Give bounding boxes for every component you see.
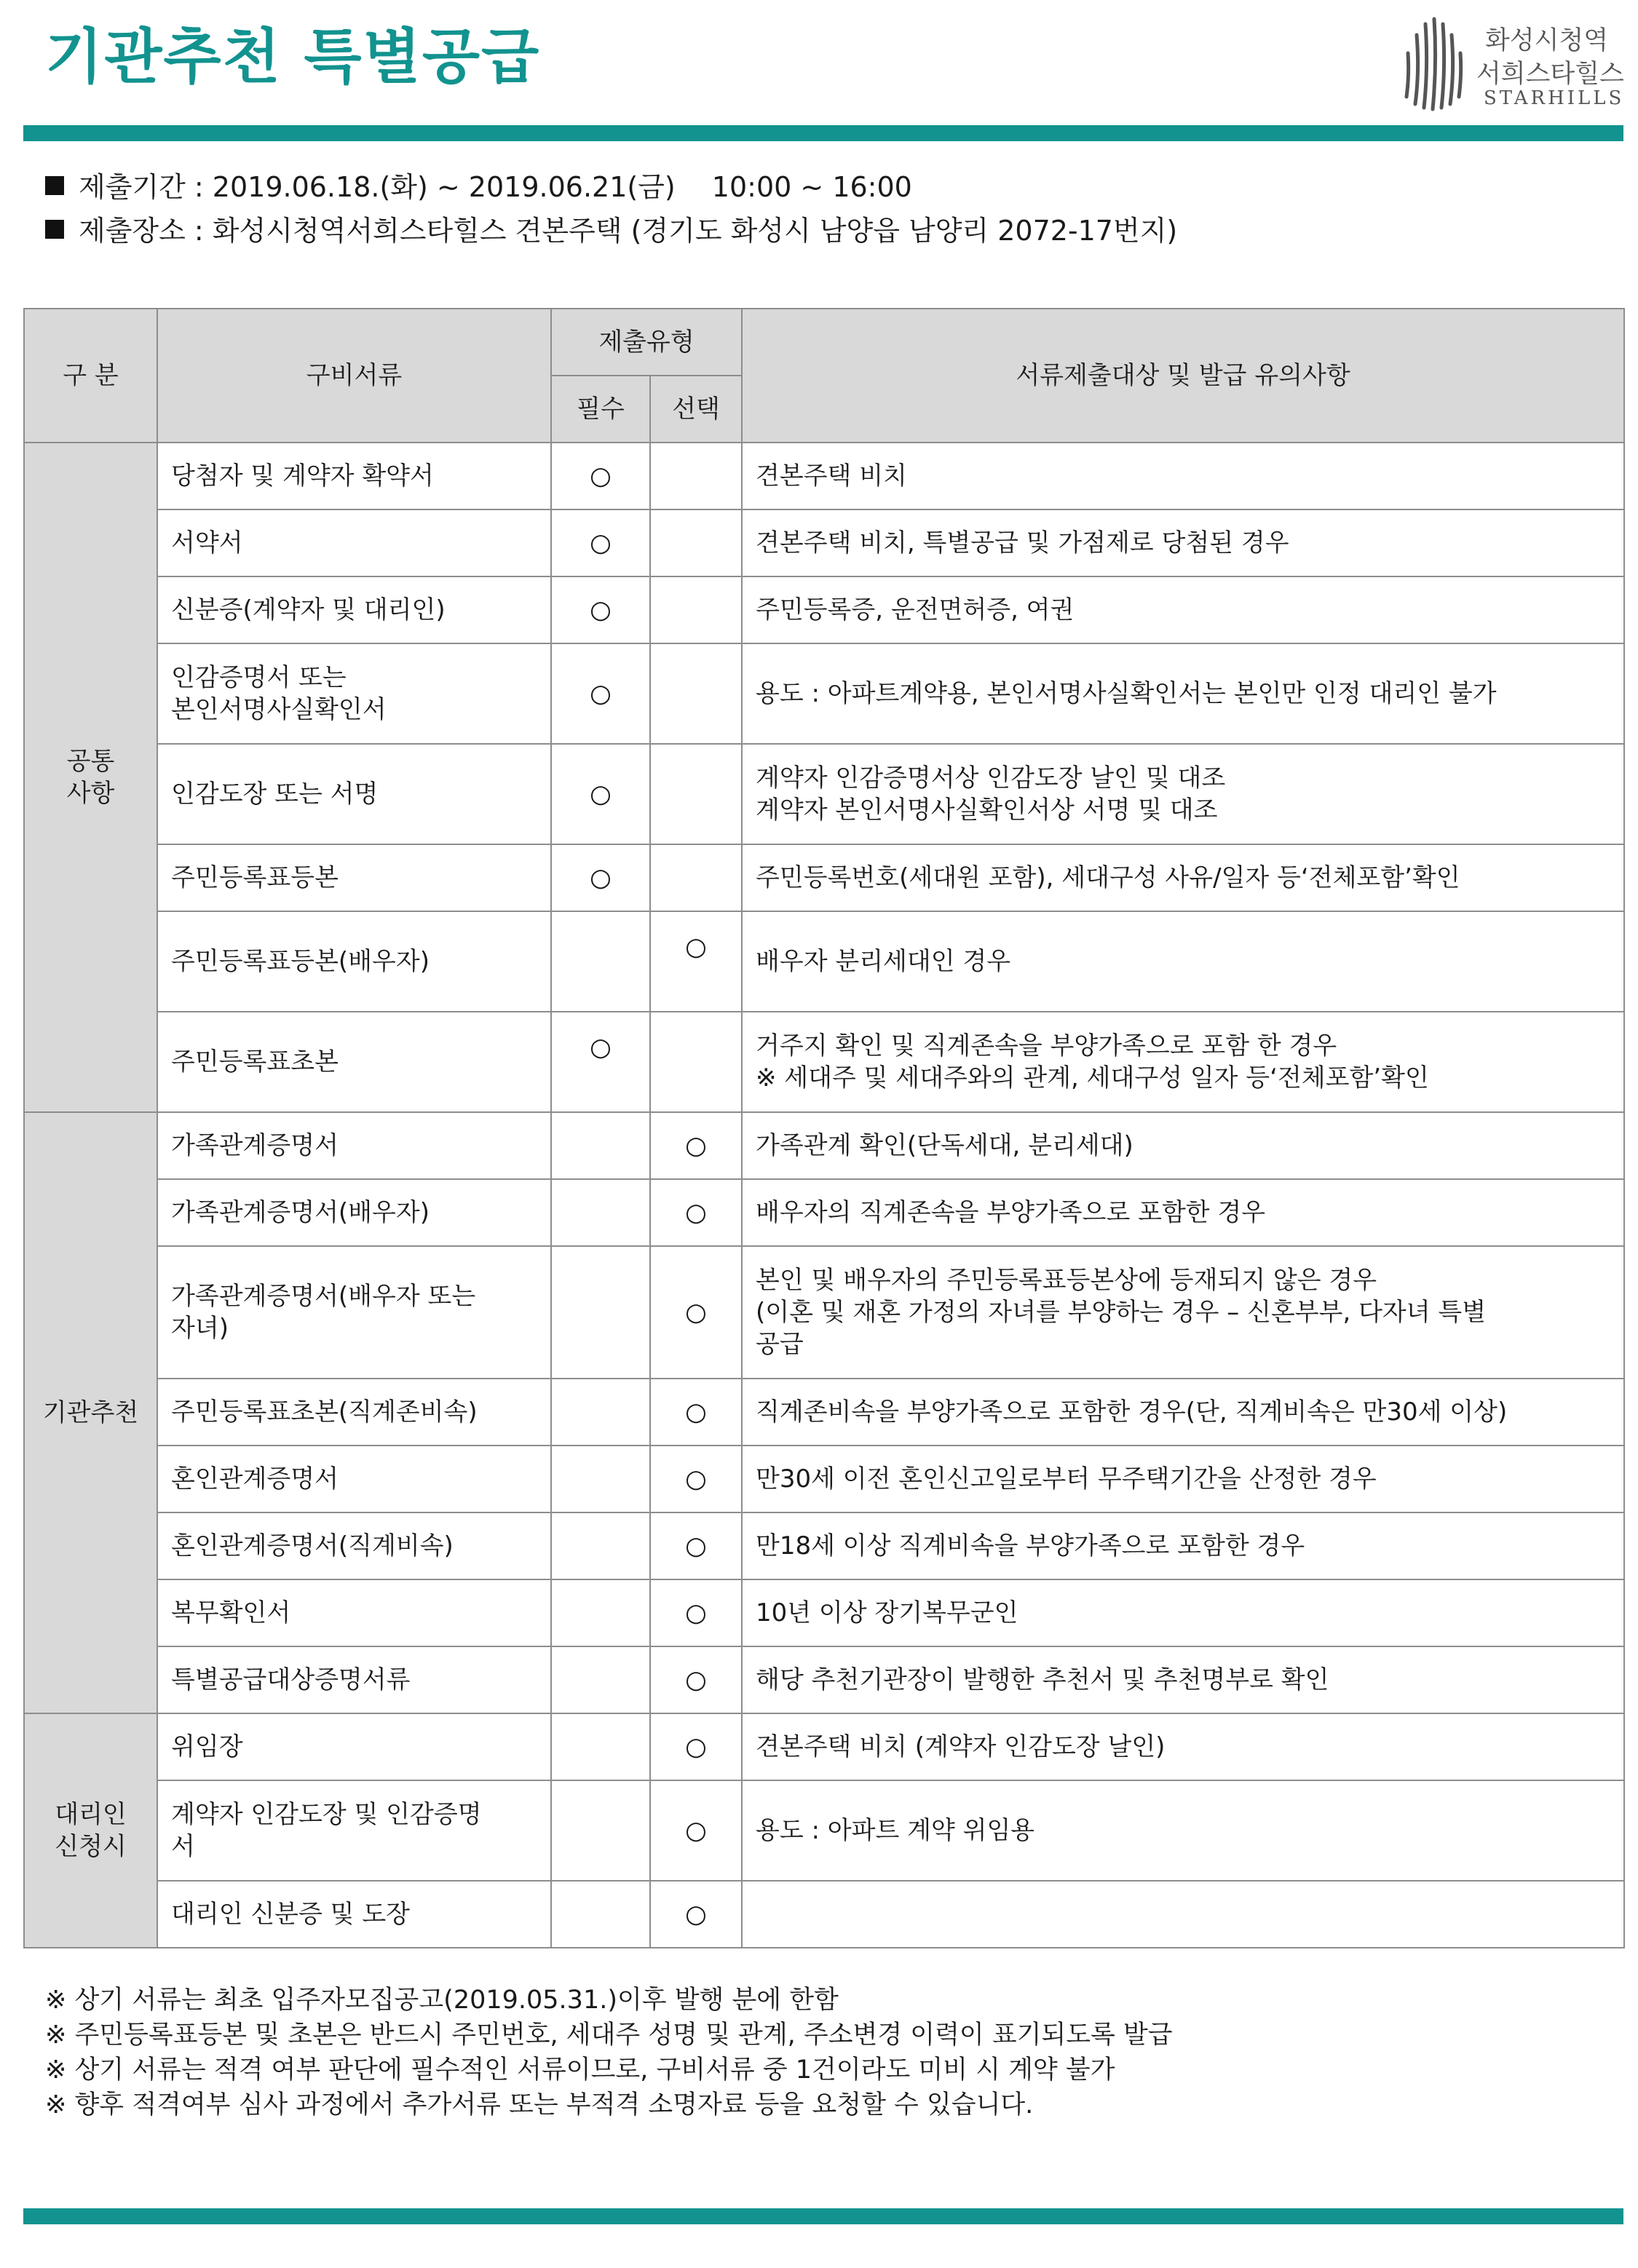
header-notes: 서류제출대상 및 발급 유의사항 xyxy=(742,309,1624,443)
required-mark-cell xyxy=(551,1179,650,1246)
required-mark-cell xyxy=(551,1579,650,1646)
table-row xyxy=(24,1881,1624,1948)
documents-table-body xyxy=(24,443,1624,1948)
document-name-cell: 주민등록표등본(배우자) xyxy=(157,911,551,1012)
document-name-cell: 서약서 xyxy=(157,509,551,576)
required-mark-cell xyxy=(551,1446,650,1512)
required-mark-cell xyxy=(551,643,650,744)
required-mark-cell xyxy=(551,1379,650,1446)
document-name-cell: 혼인관계증명서 xyxy=(157,1446,551,1512)
optional-mark-cell xyxy=(650,643,742,744)
circle-mark-icon: ○ xyxy=(590,595,612,625)
required-mark-cell xyxy=(551,1780,650,1881)
starhills-logo-icon xyxy=(1401,13,1466,115)
circle-mark-icon: ○ xyxy=(685,1464,707,1494)
optional-mark-cell xyxy=(650,576,742,643)
table-row xyxy=(24,1713,1624,1780)
optional-mark-cell xyxy=(650,1112,742,1179)
required-mark-cell xyxy=(551,911,650,1012)
note-cell: 만30세 이전 혼인신고일로부터 무주택기간을 산정한 경우 xyxy=(742,1446,1624,1512)
table-row xyxy=(24,643,1624,744)
document-name-cell: 신분증(계약자 및 대리인) xyxy=(157,576,551,643)
optional-mark-cell xyxy=(650,1246,742,1379)
document-name-cell: 주민등록표등본 xyxy=(157,844,551,911)
optional-mark-cell xyxy=(650,1713,742,1780)
document-name-cell: 인감증명서 또는 본인서명사실확인서 xyxy=(157,643,551,744)
optional-mark-cell xyxy=(650,1179,742,1246)
footnotes xyxy=(45,1983,1173,2122)
required-mark-cell xyxy=(551,509,650,576)
footnote: ※ 상기 서류는 적격 여부 판단에 필수적인 서류이므로, 구비서류 중 1건이라도 미비 시 계약 불가 xyxy=(45,2055,1115,2085)
note-cell: 주민등록번호(세대원 포함), 세대구성 사유/일자 등‘전체포함’확인 xyxy=(742,844,1624,911)
required-mark-cell xyxy=(551,1881,650,1948)
optional-mark-cell xyxy=(650,1379,742,1446)
note-cell xyxy=(742,1881,1624,1948)
optional-mark-cell xyxy=(650,911,742,1012)
note-cell: 거주지 확인 및 직계존속을 부양가족으로 포함 한 경우 ※ 세대주 및 세대주와의 관계, 세대구성 일자 등‘전체포함’확인 xyxy=(742,1012,1624,1112)
required-mark-cell xyxy=(551,744,650,844)
circle-mark-icon: ○ xyxy=(685,1665,707,1694)
header-category: 구 분 xyxy=(24,309,157,443)
note-cell: 만18세 이상 직계비속을 부양가족으로 포함한 경우 xyxy=(742,1512,1624,1579)
circle-mark-icon: ○ xyxy=(590,678,612,708)
header-type: 제출유형 xyxy=(551,309,742,376)
circle-mark-icon: ○ xyxy=(685,1531,707,1561)
circle-mark-icon: ○ xyxy=(685,1899,707,1929)
table-row xyxy=(24,509,1624,576)
logo-line2: 서희스타힐스 xyxy=(1476,60,1624,89)
submission-period-text: 제출기간 : 2019.06.18.(화) ~ 2019.06.21(금) 10:00 ~ 16:00 xyxy=(79,171,912,203)
note-cell: 용도 : 아파트 계약 위임용 xyxy=(742,1780,1624,1881)
starhills-logo xyxy=(1401,13,1626,115)
required-mark-cell xyxy=(551,1713,650,1780)
circle-mark-icon: ○ xyxy=(685,1130,707,1160)
document-name-cell: 주민등록표초본 xyxy=(157,1012,551,1112)
table-row xyxy=(24,1579,1624,1646)
submission-place-text: 제출장소 : 화성시청역서희스타힐스 견본주택 (경기도 화성시 남양읍 남양리 2072-17번지) xyxy=(79,215,1178,247)
document-name-cell: 인감도장 또는 서명 xyxy=(157,744,551,844)
note-cell: 본인 및 배우자의 주민등록표등본상에 등재되지 않은 경우 (이혼 및 재혼 가정의 자녀를 부양하는 경우 – 신혼부부, 다자녀 특별 공급 xyxy=(742,1246,1624,1379)
circle-mark-icon: ○ xyxy=(685,1297,707,1327)
circle-mark-icon: ○ xyxy=(590,779,612,809)
bullet-square-icon xyxy=(45,176,64,195)
header-optional: 선택 xyxy=(650,376,742,443)
circle-mark-icon: ○ xyxy=(590,1033,612,1062)
note-cell: 주민등록증, 운전면허증, 여권 xyxy=(742,576,1624,643)
submission-place xyxy=(45,208,1177,248)
required-mark-cell xyxy=(551,1512,650,1579)
footnote: ※ 상기 서류는 최초 입주자모집공고(2019.05.31.)이후 발행 분에 한함 xyxy=(45,1986,839,2015)
optional-mark-cell xyxy=(650,1646,742,1713)
circle-mark-icon: ○ xyxy=(590,863,612,892)
header-documents: 구비서류 xyxy=(157,309,551,443)
table-row xyxy=(24,443,1624,509)
optional-mark-cell xyxy=(650,509,742,576)
optional-mark-cell xyxy=(650,844,742,911)
optional-mark-cell xyxy=(650,1780,742,1881)
document-name-cell: 특별공급대상증명서류 xyxy=(157,1646,551,1713)
document-name-cell: 주민등록표초본(직계존비속) xyxy=(157,1379,551,1446)
document-name-cell: 가족관계증명서 xyxy=(157,1112,551,1179)
bullet-square-icon xyxy=(45,220,64,239)
note-cell: 용도 : 아파트계약용, 본인서명사실확인서는 본인만 인정 대리인 불가 xyxy=(742,643,1624,744)
document-name-cell: 당첨자 및 계약자 확약서 xyxy=(157,443,551,509)
document-name-cell: 가족관계증명서(배우자) xyxy=(157,1179,551,1246)
required-mark-cell xyxy=(551,844,650,911)
table-row xyxy=(24,844,1624,911)
note-cell: 계약자 인감증명서상 인감도장 날인 및 대조 계약자 본인서명사실확인서상 서명 및 대조 xyxy=(742,744,1624,844)
note-cell: 직계존비속을 부양가족으로 포함한 경우(단, 직계비속은 만30세 이상) xyxy=(742,1379,1624,1446)
optional-mark-cell xyxy=(650,1579,742,1646)
circle-mark-icon: ○ xyxy=(590,461,612,491)
document-name-cell: 계약자 인감도장 및 인감증명 서 xyxy=(157,1780,551,1881)
required-mark-cell xyxy=(551,1012,650,1112)
table-row xyxy=(24,1446,1624,1512)
category-cell: 기관추천 xyxy=(24,1112,157,1713)
table-row xyxy=(24,1512,1624,1579)
header-required: 필수 xyxy=(551,376,650,443)
table-row xyxy=(24,1112,1624,1179)
circle-mark-icon: ○ xyxy=(685,932,707,961)
note-cell: 견본주택 비치 xyxy=(742,443,1624,509)
circle-mark-icon: ○ xyxy=(685,1197,707,1227)
document-name-cell: 혼인관계증명서(직계비속) xyxy=(157,1512,551,1579)
table-row xyxy=(24,1179,1624,1246)
note-cell: 견본주택 비치, 특별공급 및 가점제로 당첨된 경우 xyxy=(742,509,1624,576)
submission-period xyxy=(45,164,912,205)
document-name-cell: 가족관계증명서(배우자 또는 자녀) xyxy=(157,1246,551,1379)
table-row xyxy=(24,744,1624,844)
required-mark-cell xyxy=(551,1246,650,1379)
table-row xyxy=(24,1379,1624,1446)
required-mark-cell xyxy=(551,443,650,509)
category-cell: 공통 사항 xyxy=(24,443,157,1112)
required-mark-cell xyxy=(551,576,650,643)
page-title: 기관추천 특별공급 xyxy=(45,23,541,92)
circle-mark-icon: ○ xyxy=(685,1815,707,1845)
note-cell: 배우자의 직계존속을 부양가족으로 포함한 경우 xyxy=(742,1179,1624,1246)
note-cell: 가족관계 확인(단독세대, 분리세대) xyxy=(742,1112,1624,1179)
documents-table xyxy=(23,308,1625,1948)
table-row xyxy=(24,911,1624,1012)
note-cell: 배우자 분리세대인 경우 xyxy=(742,911,1624,1012)
table-row xyxy=(24,1012,1624,1112)
optional-mark-cell xyxy=(650,744,742,844)
table-row xyxy=(24,1646,1624,1713)
table-row xyxy=(24,1246,1624,1379)
note-cell: 10년 이상 장기복무군인 xyxy=(742,1579,1624,1646)
logo-line3: STARHILLS xyxy=(1484,87,1625,109)
optional-mark-cell xyxy=(650,1881,742,1948)
optional-mark-cell xyxy=(650,1012,742,1112)
circle-mark-icon: ○ xyxy=(685,1397,707,1427)
footnote: ※ 주민등록표등본 및 초본은 반드시 주민번호, 세대주 성명 및 관계, 주소변경 이력이 표기되도록 발급 xyxy=(45,2021,1173,2050)
optional-mark-cell xyxy=(650,1446,742,1512)
category-cell: 대리인 신청시 xyxy=(24,1713,157,1948)
optional-mark-cell xyxy=(650,1512,742,1579)
top-divider xyxy=(23,125,1623,141)
table-row xyxy=(24,1780,1624,1881)
required-mark-cell xyxy=(551,1646,650,1713)
circle-mark-icon: ○ xyxy=(685,1732,707,1761)
optional-mark-cell xyxy=(650,443,742,509)
circle-mark-icon: ○ xyxy=(685,1598,707,1627)
document-name-cell: 위임장 xyxy=(157,1713,551,1780)
note-cell: 견본주택 비치 (계약자 인감도장 날인) xyxy=(742,1713,1624,1780)
document-name-cell: 복무확인서 xyxy=(157,1579,551,1646)
document-name-cell: 대리인 신분증 및 도장 xyxy=(157,1881,551,1948)
required-mark-cell xyxy=(551,1112,650,1179)
bottom-divider xyxy=(23,2208,1623,2224)
footnote: ※ 향후 적격여부 심사 과정에서 추가서류 또는 부적격 소명자료 등을 요청할 수 있습니다. xyxy=(45,2090,1034,2120)
table-row xyxy=(24,576,1624,643)
circle-mark-icon: ○ xyxy=(590,528,612,558)
logo-line1: 화성시청역 xyxy=(1485,26,1609,55)
note-cell: 해당 추천기관장이 발행한 추천서 및 추천명부로 확인 xyxy=(742,1646,1624,1713)
